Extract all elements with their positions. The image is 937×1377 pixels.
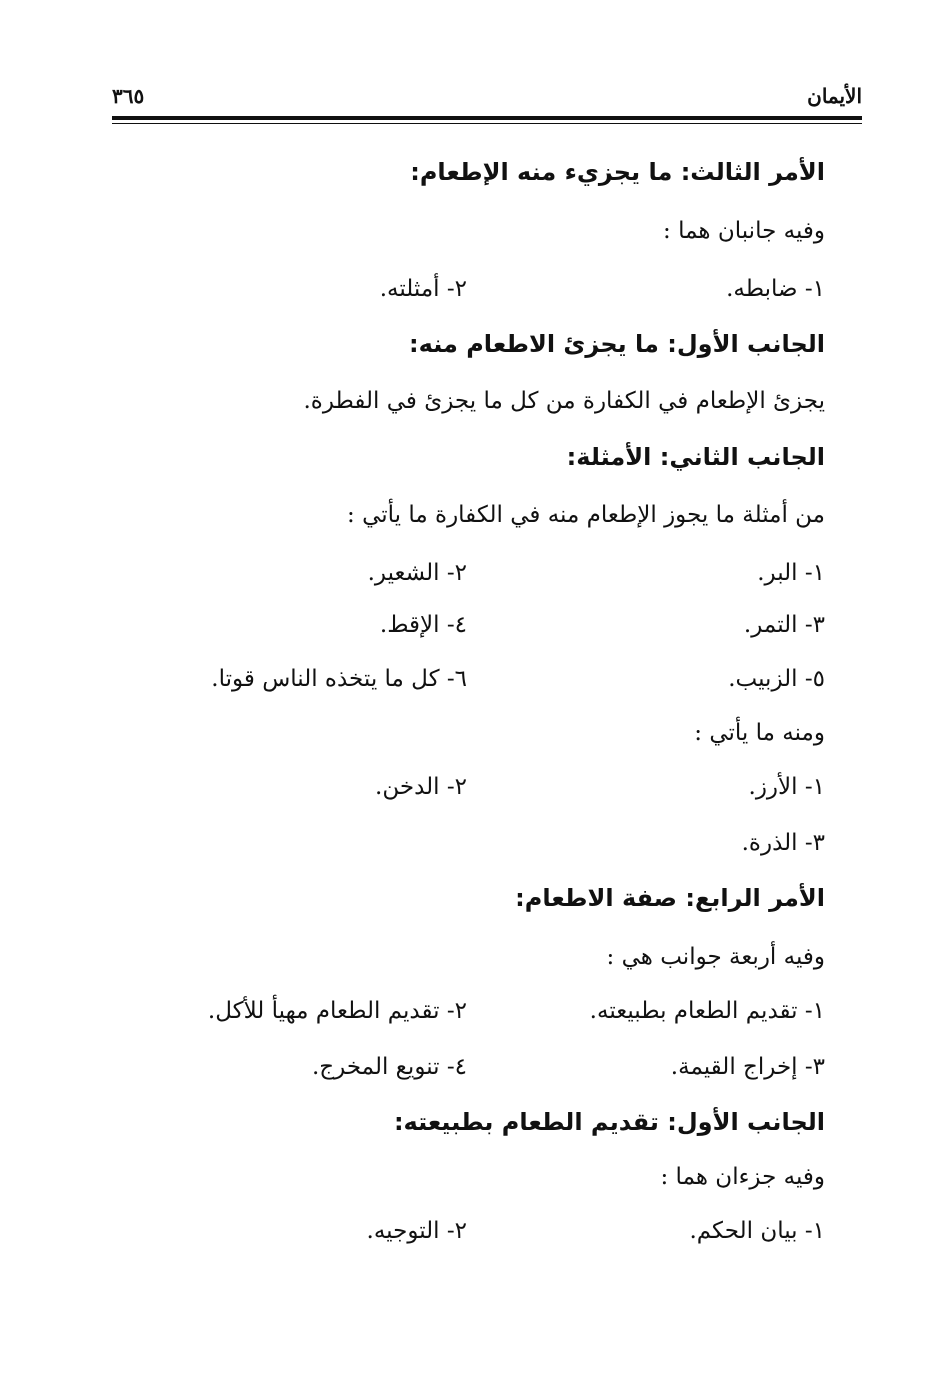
list-item: ١- بيان الحكم.	[689, 1218, 825, 1244]
paragraph-two-aspects: وفيه جانبان هما :	[663, 218, 825, 244]
paragraph-also: ومنه ما يأتي :	[694, 720, 825, 746]
paragraph-two-parts: وفيه جزءان هما :	[660, 1164, 825, 1190]
paragraph-examples: من أمثلة ما يجوز الإطعام منه في الكفارة ما يأتي :	[347, 502, 825, 528]
page-header	[112, 74, 862, 114]
section-heading-third: الأمر الثالث: ما يجزيء منه الإطعام:	[410, 158, 825, 186]
list-item: ٢- الشعير.	[367, 560, 467, 586]
list-item: ٣- الذرة.	[741, 830, 825, 856]
subheading-second-aspect: الجانب الثاني: الأمثلة:	[566, 443, 825, 471]
list-item: ١- الأرز.	[748, 774, 825, 800]
list-item: ٢- تقديم الطعام مهيأ للأكل.	[207, 998, 467, 1024]
paragraph-rule: يجزئ الإطعام في الكفارة من كل ما يجزئ في الفطرة.	[303, 388, 825, 414]
list-item: ٤- الإقط.	[379, 612, 467, 638]
list-item: ١- البر.	[757, 560, 825, 586]
list-item: ٢- أمثلته.	[379, 276, 467, 302]
header-rule-thick	[112, 116, 862, 120]
list-item: ١- تقديم الطعام بطبيعته.	[589, 998, 825, 1024]
chapter-title: الأيمان	[807, 84, 862, 108]
page-number: ٣٦٥	[112, 84, 145, 108]
subheading-first-aspect: الجانب الأول: ما يجزئ الاطعام منه:	[409, 330, 825, 358]
list-item: ٦- كل ما يتخذه الناس قوتا.	[211, 666, 467, 692]
paragraph-four-aspects: وفيه أربعة جوانب هي :	[606, 944, 825, 970]
header-rule-thin	[112, 123, 862, 124]
list-item: ١- ضابطه.	[726, 276, 825, 302]
list-item: ٣- التمر.	[743, 612, 825, 638]
list-item: ٥- الزبيب.	[728, 666, 825, 692]
section-heading-fourth: الأمر الرابع: صفة الاطعام:	[515, 884, 825, 912]
list-item: ٤- تنويع المخرج.	[311, 1054, 467, 1080]
subheading-first-aspect-natural: الجانب الأول: تقديم الطعام بطبيعته:	[393, 1108, 825, 1136]
list-item: ٢- الدخن.	[375, 774, 467, 800]
list-item: ٣- إخراج القيمة.	[670, 1054, 825, 1080]
list-item: ٢- التوجيه.	[366, 1218, 467, 1244]
